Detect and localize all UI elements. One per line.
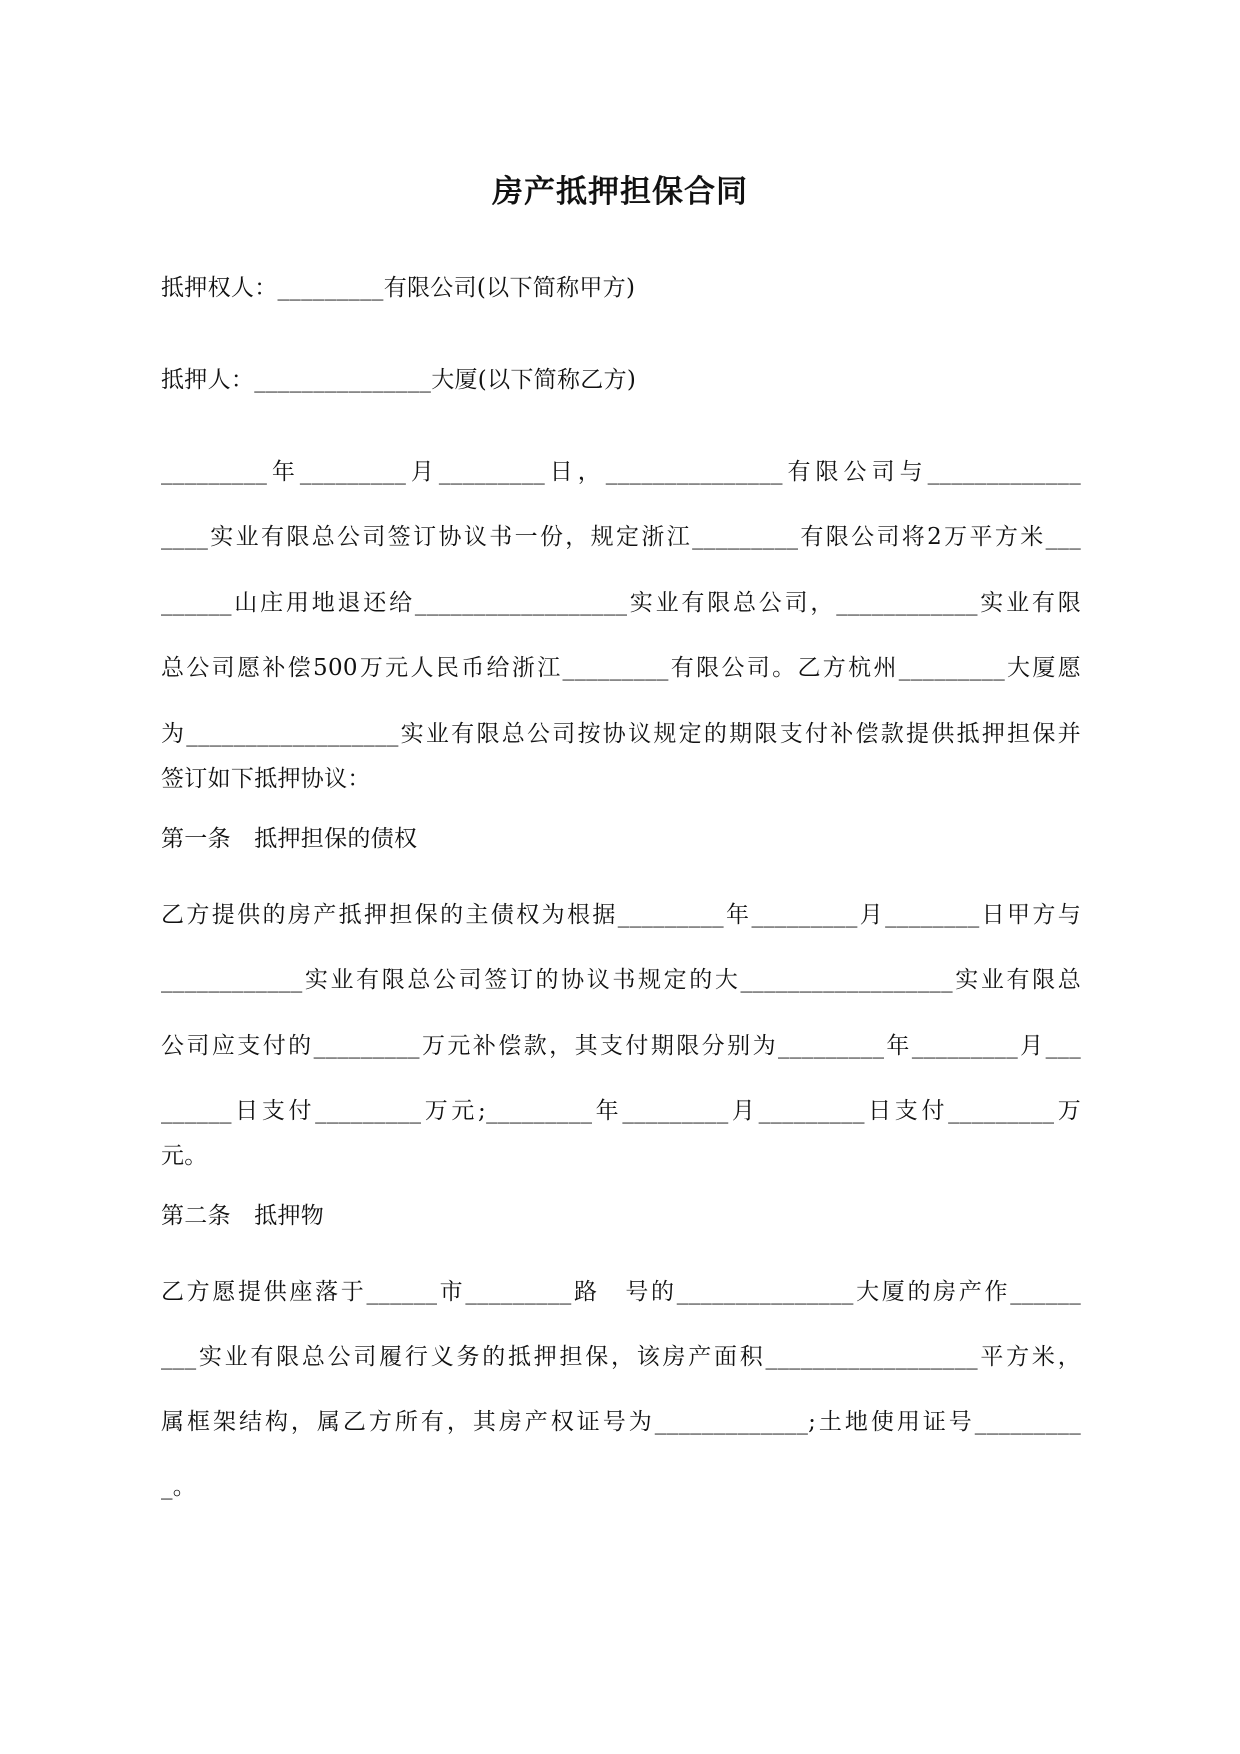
article-1-line-1: 乙方提供的房产抵押担保的主债权为根据_________年_________月________日甲方与	[161, 902, 1081, 928]
preamble-line-1: _________年_________月_________日，_______________有限公司与_____________	[161, 459, 1081, 485]
preamble-line-2: ____实业有限总公司签订协议书一份，规定浙江_________有限公司将2万平方米___	[161, 524, 1081, 550]
preamble-line-6: 签订如下抵押协议：	[161, 766, 371, 792]
article-1-heading: 第一条 抵押担保的债权	[161, 826, 418, 852]
preamble-line-3: ______山庄用地退还给__________________实业有限总公司，____________实业有限	[161, 590, 1081, 616]
preamble-line-5: 为__________________实业有限总公司按协议规定的期限支付补偿款提供抵押担保并	[161, 721, 1081, 747]
article-1-line-4: ______日支付_________万元;_________年_________月_________日支付_________万	[161, 1098, 1081, 1124]
article-2-line-1: 乙方愿提供座落于______市_________路 号的_______________大厦的房产作______	[161, 1279, 1081, 1305]
article-1-line-5: 元。	[161, 1143, 208, 1169]
mortgagor-line: 抵押人：_______________大厦(以下简称乙方)	[161, 367, 637, 393]
article-2-heading: 第二条 抵押物	[161, 1203, 325, 1229]
document-title: 房产抵押担保合同	[492, 174, 748, 210]
preamble-line-4: 总公司愿补偿500万元人民币给浙江_________有限公司。乙方杭州_________大厦愿	[161, 655, 1081, 681]
article-2-line-4: _。	[161, 1474, 197, 1500]
mortgagee-line: 抵押权人：_________有限公司(以下简称甲方)	[161, 275, 636, 301]
article-2-line-2: ___实业有限总公司履行义务的抵押担保，该房产面积__________________平方米，	[161, 1344, 1081, 1370]
article-1-line-2: ____________实业有限总公司签订的协议书规定的大__________________实业有限总	[161, 967, 1081, 993]
article-2-line-3: 属框架结构，属乙方所有，其房产权证号为_____________;土地使用证号_________	[161, 1409, 1081, 1435]
article-1-line-3: 公司应支付的_________万元补偿款，其支付期限分别为_________年_________月___	[161, 1033, 1081, 1059]
